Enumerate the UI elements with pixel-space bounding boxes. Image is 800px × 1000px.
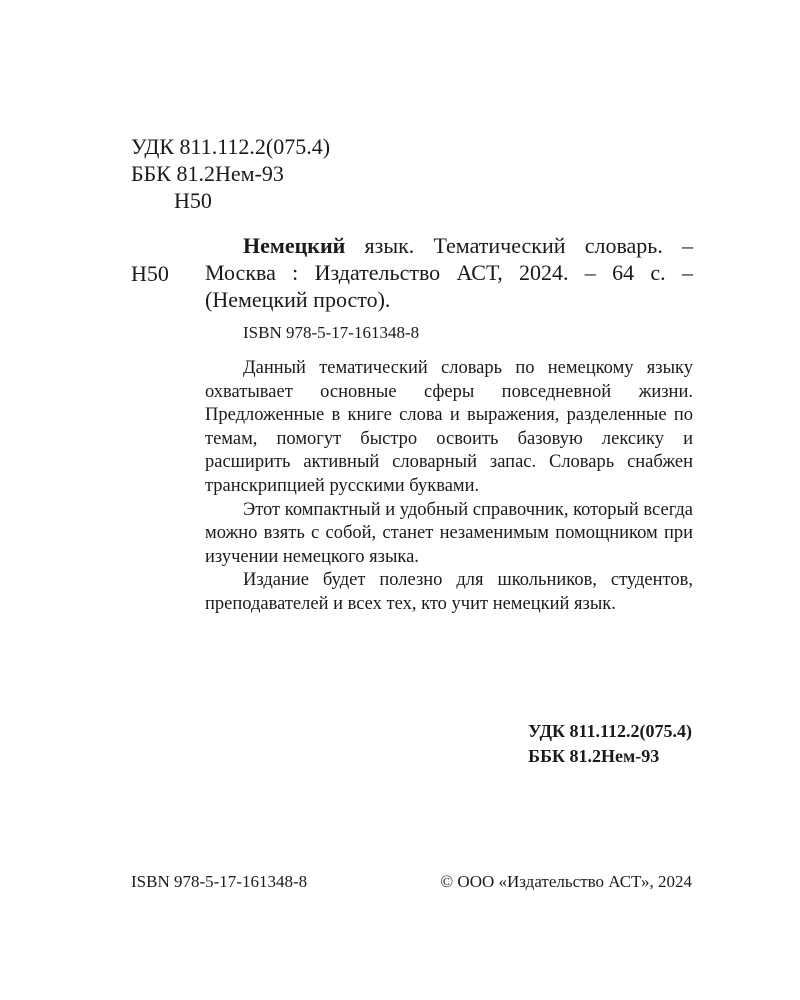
annotation-paragraph: Этот компактный и удобный справочник, который всегда можно взять с собой, станет незаменимым помощником при изучении немецкого языка. — [205, 499, 693, 567]
bbk-code-bottom: ББК 81.2Нем-93 — [528, 746, 660, 766]
bbk-code: ББК 81.2Нем-93 — [131, 161, 284, 186]
isbn-line: ISBN 978-5-17-161348-8 — [243, 323, 420, 342]
footer — [131, 871, 692, 893]
bibliographic-text: язык. Тематический словарь. – Москва : Издательство АСТ, 2024. – 64 с. – (Немецкий просто). — [205, 233, 693, 312]
footer-isbn: ISBN 978-5-17-161348-8 — [131, 872, 308, 891]
author-code: Н50 — [174, 188, 212, 213]
classification-block-bottom — [528, 719, 692, 769]
author-sign: Н50 — [131, 261, 169, 286]
annotation-paragraph: Издание будет полезно для школьников, студентов, преподавателей и всех тех, кто учит немецкий язык. — [205, 570, 693, 614]
main-text — [205, 232, 693, 617]
copyright: © ООО «Издательство АСТ», 2024 — [440, 872, 692, 891]
annotation — [205, 357, 693, 617]
udk-code: УДК 811.112.2(075.4) — [131, 134, 331, 159]
annotation-paragraph: Данный тематический словарь по немецкому языку охватывает основные сферы повседневной жизни. Предложенные в книге слова и выражения, разделенные по темам, помогут быстро освоить базовую лексику и расширить активный словарный запас. Словарь снабжен транскрипцией русскими буквами. — [205, 358, 693, 496]
title-bold: Немецкий — [243, 233, 346, 258]
udk-code-bottom: УДК 811.112.2(075.4) — [528, 721, 692, 741]
bibliographic-description — [205, 232, 693, 313]
classification-block — [131, 133, 330, 214]
